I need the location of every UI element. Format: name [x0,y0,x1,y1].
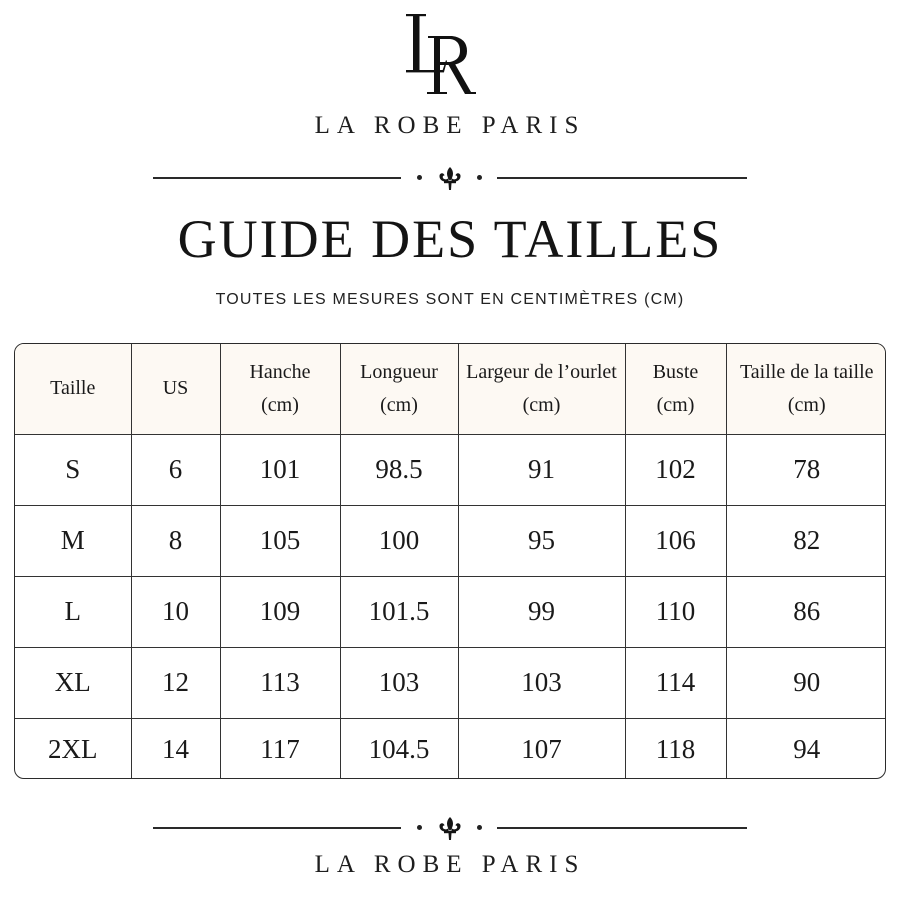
fleur-de-lis-icon [436,816,464,842]
table-cell: 106 [625,505,726,576]
brand-logo [0,0,900,110]
table-cell: L [15,576,131,647]
divider-dot-left [417,175,422,180]
table-row [15,434,886,505]
table-cell: 117 [220,718,340,779]
table-cell: 78 [726,434,886,505]
table-row [15,718,886,779]
table-cell: 14 [131,718,220,779]
table-cell: 82 [726,505,886,576]
column-header-longueur [340,344,458,434]
table-cell: 95 [458,505,625,576]
table-cell: 109 [220,576,340,647]
table-cell: S [15,434,131,505]
ornamental-divider-bottom [150,816,750,840]
divider-line-left [153,177,401,179]
table-cell: 12 [131,647,220,718]
column-header-label: Hanche [249,360,311,383]
table-cell: 10 [131,576,220,647]
table-cell: 110 [625,576,726,647]
table-cell: 103 [340,647,458,718]
table-row [15,647,886,718]
divider-dot-right [477,175,482,180]
ornamental-divider-top [150,166,750,190]
divider-dot-left [417,825,422,830]
table-header-row [15,344,886,434]
fleur-de-lis-icon [436,166,464,192]
size-guide-table-container [14,343,886,779]
column-header-label: Longueur [360,360,438,383]
table-cell: 6 [131,434,220,505]
brand-name-bottom: LA ROBE PARIS [314,851,586,878]
table-cell: 2XL [15,718,131,779]
table-cell: 103 [458,647,625,718]
table-row [15,576,886,647]
lr-monogram-logo [370,0,530,110]
table-cell: 101 [220,434,340,505]
column-header-label: US [162,377,189,400]
table-cell: 91 [458,434,625,505]
divider-line-left [153,827,401,829]
table-cell: 104.5 [340,718,458,779]
column-header-us [131,344,220,434]
column-header-unit: (cm) [261,393,299,416]
table-cell: 101.5 [340,576,458,647]
column-header-label: Largeur de l’ourlet [466,360,617,383]
table-cell: 113 [220,647,340,718]
table-cell: 86 [726,576,886,647]
table-row [15,505,886,576]
column-header-unit: (cm) [380,393,418,416]
divider-dot-right [477,825,482,830]
column-header-taille-de-la-taille [726,344,886,434]
column-header-taille [15,344,131,434]
table-cell: 100 [340,505,458,576]
column-header-buste [625,344,726,434]
table-cell: 114 [625,647,726,718]
column-header-unit: (cm) [656,393,695,416]
divider-line-right [497,827,747,829]
table-cell: 94 [726,718,886,779]
column-header-largeur-ourlet [458,344,625,434]
column-header-hanche [220,344,340,434]
brand-name-top: LA ROBE PARIS [314,112,586,139]
table-cell: 99 [458,576,625,647]
table-cell: M [15,505,131,576]
column-header-unit: (cm) [787,393,826,416]
table-cell: 102 [625,434,726,505]
table-cell: 118 [625,718,726,779]
table-cell: 107 [458,718,625,779]
table-cell: 8 [131,505,220,576]
size-guide-table [15,344,886,779]
page-title: GUIDE DES TAILLES [177,209,723,269]
divider-line-right [497,177,747,179]
table-cell: 105 [220,505,340,576]
table-cell: 90 [726,647,886,718]
column-header-label: Buste [652,360,699,383]
column-header-label: Taille de la taille [739,360,874,383]
column-header-unit: (cm) [522,393,561,416]
table-cell: XL [15,647,131,718]
column-header-label: Taille [50,377,96,400]
page-subtitle: TOUTES LES MESURES SONT EN CENTIMÈTRES (CM) [215,291,685,308]
table-cell: 98.5 [340,434,458,505]
